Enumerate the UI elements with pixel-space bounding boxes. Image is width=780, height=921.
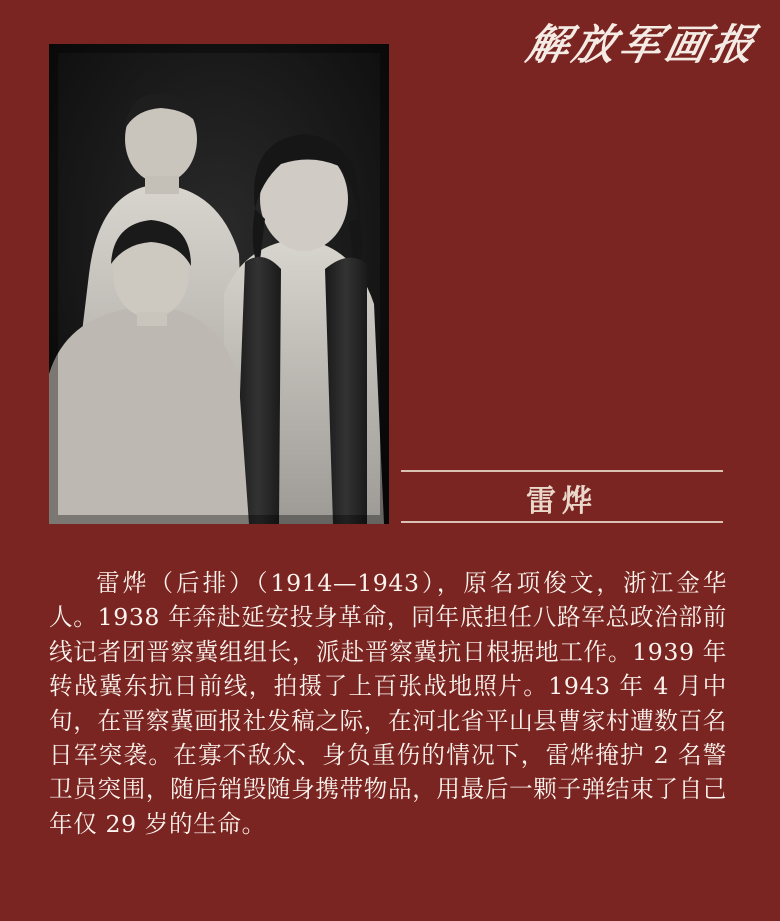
biography-text: 雷烨（后排）（1914—1943），原名项俊文，浙江金华人。1938 年奔赴延安投身革命，同年底担任八路军总政治部前线记者团晋察冀组组长，派赴晋察冀抗日根据地工作。1939 年转战冀东抗日前线，拍摄了上百张战地照片。1943 年 4 月中旬，在晋察冀画报社发稿之际，在河北省平山县曹家村遭数百名日军突袭。在寡不敌众、身负重伤的情况下，雷烨掩护 2 名警卫员突围，随后销毁随身携带物品，用最后一颗子弹结束了自己年仅 29 岁的生命。 (49, 569, 727, 838)
masthead-logo: 解放军画报 (522, 20, 763, 69)
name-rule-top (401, 470, 723, 472)
person-name: 雷烨 (526, 484, 598, 519)
portrait-photo (49, 44, 389, 524)
historical-portrait-photo-icon (49, 44, 389, 524)
name-rule-bottom (401, 521, 723, 523)
